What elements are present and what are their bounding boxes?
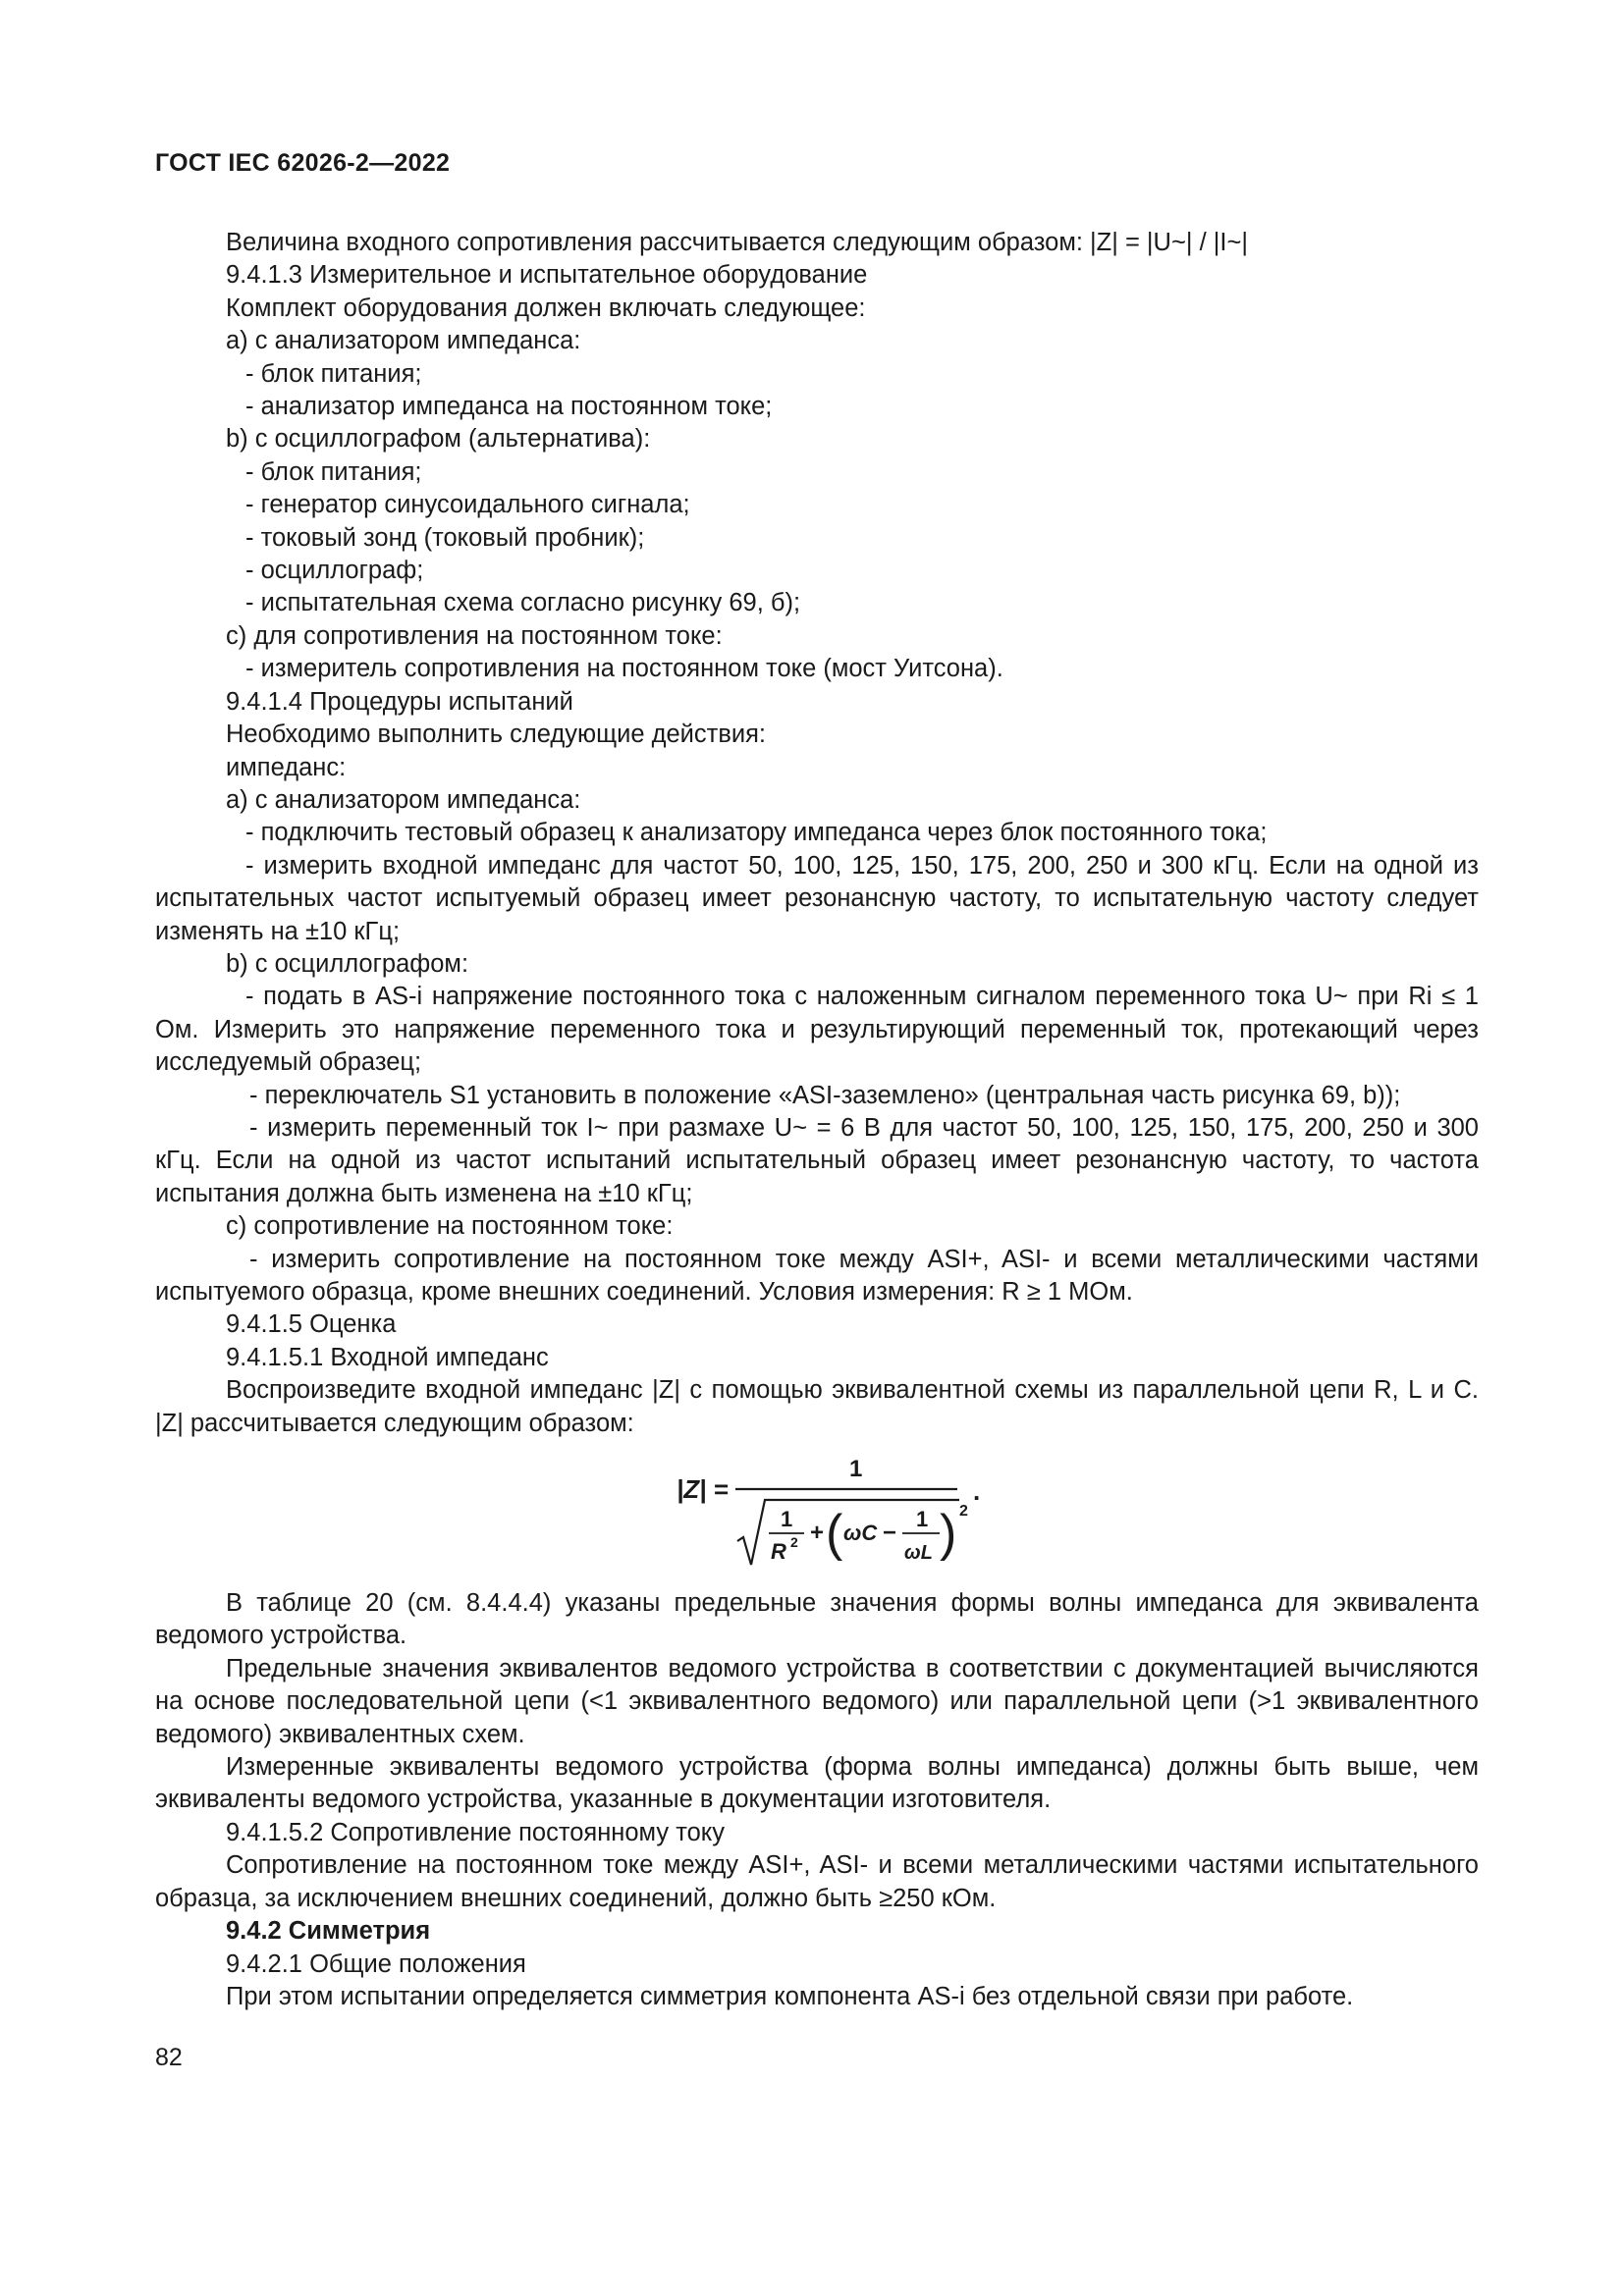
paragraph: Предельные значения эквивалентов ведомого устройства в соответствии с документацией вычисляются на основе последовательной цепи (<1 эквивалентного ведомого) или параллельной цепи (>1 эквивалентного ведомого) эквивалентных схем. <box>155 1654 1479 1748</box>
list-subitem: - измерить входной импеданс для частот 50, 100, 125, 150, 175, 200, 250 и 300 кГц. Если на одной из испытательных частот испытуемый образец имеет резонансную частоту, то испытательную частоту следует изменять на ±10 кГц; <box>155 851 1479 945</box>
document-body <box>155 227 1479 2013</box>
list-subitem: - измерить сопротивление на постоянном токе между ASI+, ASI- и всеми металлическими частями испытуемого образца, кроме внешних соединений. Условия измерения: R ≥ 1 МОм. <box>155 1245 1479 1306</box>
section-heading-bold: 9.4.2 Симметрия <box>226 1917 431 1946</box>
list-subitem: - токовый зонд (токовый пробник); <box>245 523 645 552</box>
list-subitem: - анализатор импеданса на постоянном токе; <box>245 393 773 421</box>
list-subitem: - генератор синусоидального сигнала; <box>245 491 690 519</box>
list-item: c) для сопротивления на постоянном токе: <box>226 621 723 650</box>
section-heading: 9.4.1.5.1 Входной импеданс <box>226 1343 549 1371</box>
formula-r-exp: 2 <box>790 1534 798 1551</box>
list-item: a) с анализатором импеданса: <box>226 327 581 355</box>
formula-svg <box>675 1455 999 1573</box>
formula-one: 1 <box>781 1507 793 1532</box>
list-subitem: - осциллограф; <box>245 557 424 585</box>
paragraph: Измеренные эквиваленты ведомого устройства (форма волны импеданса) должны быть выше, чем эквиваленты ведомого устройства, указанные в документации изготовителя. <box>155 1753 1479 1814</box>
section-heading: 9.4.1.5.2 Сопротивление постоянному току <box>226 1818 725 1846</box>
paragraph: При этом испытании определяется симметрия компонента AS-i без отдельной связи при работе. <box>226 1982 1354 2010</box>
list-item: c) сопротивление на постоянном токе: <box>226 1212 674 1241</box>
section-heading: 9.4.1.4 Процедуры испытаний <box>226 687 573 716</box>
formula-lparen: ( <box>826 1505 843 1563</box>
formula-plus: + <box>810 1520 825 1547</box>
paragraph: В таблице 20 (см. 8.4.4.4) указаны предельные значения формы волны импеданса для эквивалента ведомого устройства. <box>155 1589 1479 1650</box>
list-item: a) с анализатором импеданса: <box>226 785 581 814</box>
formula-trail: . <box>973 1476 981 1507</box>
formula-omega-c: ωC <box>843 1521 878 1546</box>
paragraph: Величина входного сопротивления рассчитывается следующим образом: |Z| = |U~| / |I~| <box>226 229 1248 256</box>
document-header: ГОСТ IEC 62026-2—2022 <box>155 149 451 177</box>
formula-rparen: ) <box>940 1505 957 1563</box>
paragraph: Необходимо выполнить следующие действия: <box>226 721 767 749</box>
list-item: b) с осциллографом: <box>226 949 469 978</box>
formula-exp-2: 2 <box>959 1503 968 1521</box>
formula-one-2: 1 <box>916 1507 929 1532</box>
list-subitem: - измерить переменный ток I~ при размахе U~ = 6 В для частот 50, 100, 125, 150, 175, 200, 250 и 300 кГц. Если на одной из частот испытаний испытательный образец имеет резонансную частоту, то частота испытания должна быть изменена на ±10 кГц; <box>155 1113 1479 1207</box>
formula-equals: = <box>714 1474 730 1505</box>
formula-numerator: 1 <box>849 1456 863 1483</box>
list-subitem: - измеритель сопротивления на постоянном токе (мост Уитсона). <box>245 655 1003 683</box>
list-subitem: - переключатель S1 установить в положение «ASI-заземлено» (центральная часть рисунка 69, b)); <box>249 1081 1401 1109</box>
list-item: b) с осциллографом (альтернатива): <box>226 425 651 454</box>
list-subitem: - испытательная схема согласно рисунку 69, б); <box>245 589 801 617</box>
paragraph: Сопротивление на постоянном токе между ASI+, ASI- и всеми металлическими частями испытательного образца, за исключением внешних соединений, должно быть ≥250 кОм. <box>155 1851 1479 1912</box>
formula-lhs: |Z| <box>677 1474 707 1505</box>
impedance-formula <box>155 1440 1479 1587</box>
list-subitem: - блок питания; <box>245 457 422 486</box>
section-heading: 9.4.1.5 Оценка <box>226 1310 397 1339</box>
formula-r: R <box>771 1539 786 1565</box>
list-subitem: - подключить тестовый образец к анализатору импеданса через блок постоянного тока; <box>245 819 1268 847</box>
paragraph: импеданс: <box>226 753 347 781</box>
section-heading: 9.4.1.3 Измерительное и испытательное оборудование <box>226 261 868 290</box>
formula-omega-l: ωL <box>904 1542 933 1565</box>
paragraph: Комплект оборудования должен включать следующее: <box>226 294 866 322</box>
section-heading: 9.4.2.1 Общие положения <box>226 1949 526 1978</box>
page-number: 82 <box>155 2044 183 2071</box>
list-subitem: - подать в AS-i напряжение постоянного тока с наложенным сигналом переменного тока U~ при Ri ≤ 1 Ом. Измерить это напряжение переменного тока и результирующий переменный ток, протекающий через исследуемый образец; <box>155 983 1479 1077</box>
paragraph: Воспроизведите входной импеданс |Z| с помощью эквивалентной схемы из параллельной цепи R, L и C. |Z| рассчитывается следующим образом: <box>155 1376 1479 1437</box>
list-subitem: - блок питания; <box>245 359 422 388</box>
formula-minus: − <box>883 1520 897 1547</box>
